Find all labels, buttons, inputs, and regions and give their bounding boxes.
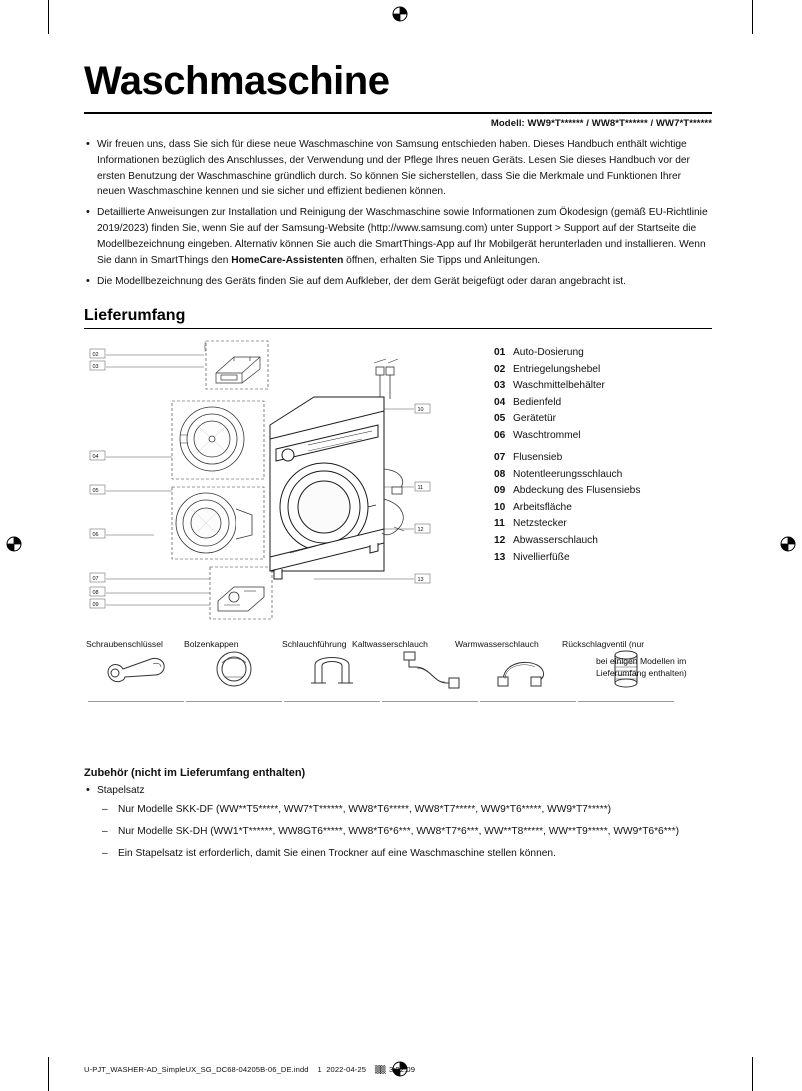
part-number: 12 [494, 534, 506, 546]
title-divider [84, 112, 712, 114]
part-label: Nivellierfüße [513, 551, 570, 563]
part-item [494, 395, 712, 412]
optional-model-item: – Nur Modelle SK-DH (WW1*T******, WW8GT6*****, WW8*T6*6***, WW8*T7*6***, WW**T8*****, WW**T9*****, WW9*T6*6***) [84, 824, 712, 840]
part-item [494, 378, 712, 395]
page-title: Waschmaschine [84, 59, 390, 103]
optional-model-note: – Ein Stapelsatz ist erforderlich, damit Sie einen Trockner auf eine Waschmaschine stellen können. [84, 846, 712, 862]
accessory-label-hot-water-hose: Warmwasserschlauch [455, 639, 539, 650]
optional-bullet-stapelsatz: • Stapelsatz [84, 783, 712, 799]
svg-text:13: 13 [417, 577, 424, 584]
part-item [494, 345, 712, 362]
washing-machine-diagram [84, 339, 474, 629]
parts-list [494, 345, 712, 566]
svg-text:10: 10 [417, 407, 424, 414]
part-number: 07 [494, 452, 506, 464]
part-item [494, 516, 712, 533]
registration-mark-left [6, 536, 22, 552]
part-label: Abwasserschlauch [513, 534, 598, 546]
part-item [494, 550, 712, 567]
part-number: 06 [494, 429, 506, 441]
optional-accessories-heading: Zubehör (nicht im Lieferumfang enthalten) [84, 767, 306, 780]
page-content [84, 60, 712, 1040]
part-item [494, 362, 712, 379]
part-number: 13 [494, 551, 506, 563]
print-footer [84, 1065, 724, 1074]
part-number: 01 [494, 347, 506, 359]
accessories-row [84, 639, 712, 723]
crop-mark-bottom-right [752, 1057, 753, 1091]
part-item [494, 428, 712, 445]
part-number: 02 [494, 363, 506, 375]
footer-blocks: ▒▒ [374, 1065, 385, 1074]
accessory-label-hose-guide: Schlauchführung [282, 639, 347, 650]
part-item [494, 467, 712, 484]
model-line: Modell: WW9*T****** / WW8*T****** / WW7*T****** [490, 118, 712, 129]
delivery-illustration-block [84, 335, 712, 635]
intro-bullet-3: • Die Modellbezeichnung des Geräts finden Sie auf dem Aufkleber, der dem Gerät beigefügt oder daran angebracht ist. [84, 274, 712, 290]
part-label: Gerätetür [513, 413, 557, 425]
registration-mark-right [780, 536, 796, 552]
footer-time: 3:22:09 [389, 1065, 416, 1074]
part-label: Waschmittelbehälter [513, 380, 605, 392]
part-item [494, 533, 712, 550]
crop-mark-top-left [48, 0, 49, 34]
part-label: Entriegelungshebel [513, 363, 601, 375]
accessory-label-check-valve: Rückschlagventil (nur [562, 639, 645, 650]
optional-model-list [84, 802, 712, 861]
part-number: 09 [494, 485, 506, 497]
intro-bullet-list [84, 137, 712, 289]
svg-text:05: 05 [92, 488, 99, 495]
accessory-note: bei einigen Modellen im Lieferumfang enthalten) [596, 656, 687, 679]
part-label: Bedienfeld [513, 396, 562, 408]
svg-text:11: 11 [417, 485, 424, 492]
part-number: 03 [494, 380, 506, 392]
section-heading-lieferumfang: Lieferumfang [84, 307, 186, 325]
svg-text:07: 07 [92, 576, 99, 583]
part-number: 08 [494, 468, 506, 480]
accessory-label-wrench: Schraubenschlüssel [86, 639, 163, 650]
part-number: 05 [494, 413, 506, 425]
optional-model-item: – Nur Modelle SKK-DF (WW**T5*****, WW7*T******, WW8*T6*****, WW8*T7*****, WW9*T6*****, WW9*T7*****) [84, 802, 712, 818]
footer-filename: U-PJT_WASHER-AD_SimpleUX_SG_DC68-04205B-06_DE.indd [84, 1065, 309, 1074]
part-label: Flusensieb [513, 452, 563, 464]
footer-date: 2022-04-25 [326, 1065, 367, 1074]
footer-page: 1 [317, 1065, 322, 1074]
part-label: Netzstecker [513, 518, 567, 530]
crop-mark-top-right [752, 0, 753, 34]
part-label: Auto-Dosierung [513, 347, 584, 359]
part-item [494, 483, 712, 500]
optional-bullet-list [84, 783, 712, 799]
svg-text:04: 04 [92, 454, 99, 461]
intro-bullet-2: • Detaillierte Anweisungen zur Installation und Reinigung der Waschmaschine sowie Informationen zum Ökodesign (gemäß EU-Richtlinie 2019/2023) finden Sie, wenn Sie auf der Samsung-Website (http://www.samsung.com) unter Support > Support auf der Startseite die Modellbezeichnung eingeben. Alternativ können Sie auch die SmartThings-App auf Ihr Mobilgerät herunterladen und installieren. Wenn Sie dann in SmartThings den HomeCare-Assistenten öffnen, erhalten Sie Tipps und Anleitungen. [84, 205, 712, 268]
svg-text:06: 06 [92, 532, 99, 539]
svg-text:12: 12 [417, 527, 424, 534]
svg-text:03: 03 [92, 364, 99, 371]
section-divider [84, 328, 712, 329]
accessory-label-bolt-caps: Bolzenkappen [184, 639, 239, 650]
svg-text:08: 08 [92, 590, 99, 597]
registration-mark-top [392, 6, 408, 22]
accessory-labels [84, 639, 712, 655]
part-item [494, 450, 712, 467]
part-item [494, 500, 712, 517]
homecare-assistant-term: HomeCare-Assistenten [231, 254, 344, 266]
intro-bullet-1: • Wir freuen uns, dass Sie sich für diese neue Waschmaschine von Samsung entschieden haben. Dieses Handbuch enthält wichtige Informationen bezüglich des Anschlusses, der Verwendung und der Pflege Ihres neuen Geräts. Lesen Sie dieses Handbuch vor der ersten Benutzung der Waschmaschine gründlich durch. So können Sie sicherstellen, dass Sie die Merkmale und Funktionen Ihrer neuen Waschmaschine kennen und sie sicher und effizient bedienen können. [84, 137, 712, 200]
part-label: Arbeitsfläche [513, 501, 572, 513]
part-number: 10 [494, 501, 506, 513]
accessory-label-cold-water-hose: Kaltwasserschlauch [352, 639, 428, 650]
part-item [494, 411, 712, 428]
crop-mark-bottom-left [48, 1057, 49, 1091]
part-label: Notentleerungsschlauch [513, 468, 623, 480]
svg-text:09: 09 [92, 602, 99, 609]
part-label: Abdeckung des Flusensiebs [513, 485, 641, 497]
part-number: 04 [494, 396, 506, 408]
part-number: 11 [494, 518, 505, 530]
part-label: Waschtrommel [513, 429, 581, 441]
svg-text:02: 02 [92, 352, 99, 359]
